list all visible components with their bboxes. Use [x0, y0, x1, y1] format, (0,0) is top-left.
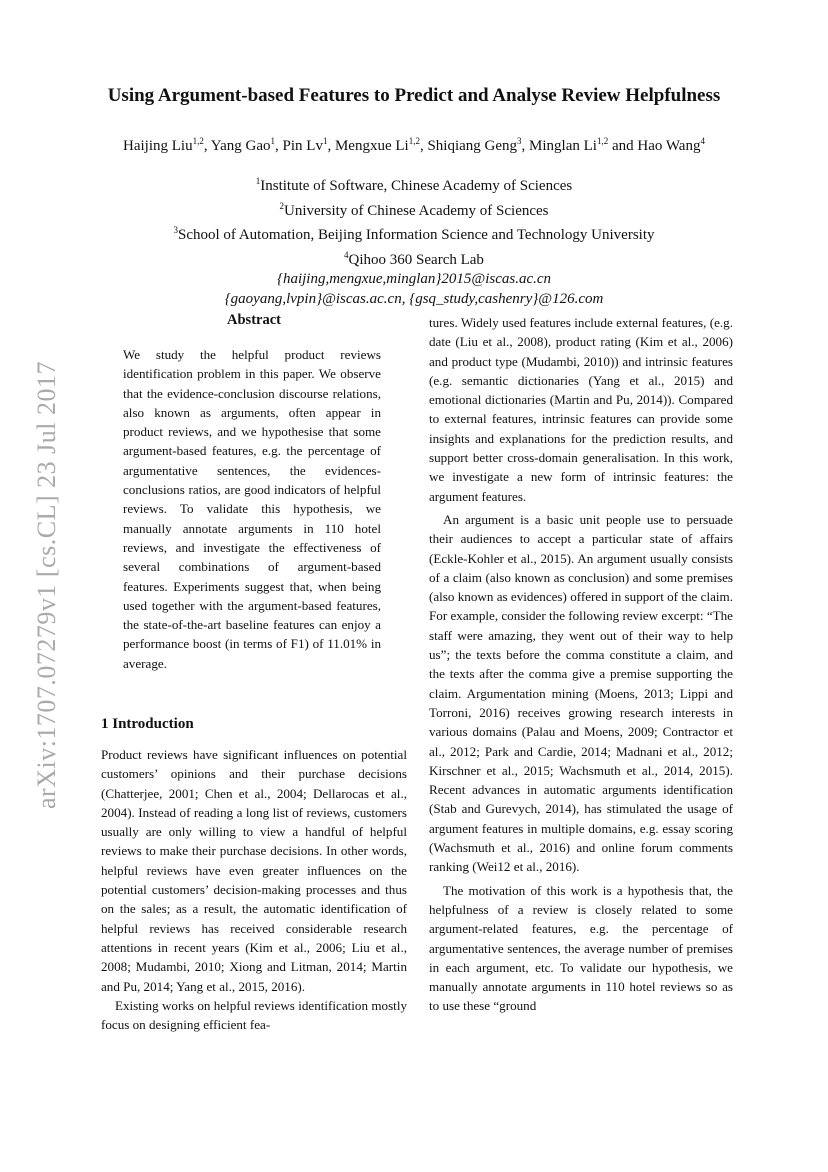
right-column-body — [429, 313, 733, 1016]
affiliation-line: $^2$University of Chinese Academy of Sciences — [279, 200, 549, 219]
email-line-2: {gaoyang,lvpin}@iscas.ac.cn, {gsq_study,cashenry}@126.com — [224, 290, 604, 307]
author-name: Minglan Li$^{1,2}$ — [529, 136, 609, 154]
author-name: Yang Gao$^1$ — [210, 136, 276, 154]
section-heading-introduction: 1 Introduction — [101, 716, 194, 732]
author-name: Hao Wang$^4$ — [637, 136, 705, 154]
arxiv-identifier: arXiv:1707.07279v1 [cs.CL] 23 Jul 2017 — [32, 361, 61, 809]
right-paragraph-1: tures. Widely used features include external features, (e.g. date (Liu et al., 2008), product rating (Kim et al., 2006) and product type (Mudambi, 2010)) and intrinsic features (e.g. semantic dictionaries (Yang et al., 2015) and emotional dictionaries (Martin and Pu, 2014)). Compared to external features, intrinsic features can provide some insights and explanations for the prediction results, and support better cross-domain generalisation. In this work, we investigate a new form of intrinsic features: the argument features. — [429, 315, 733, 504]
paper-title: Using Argument-based Features to Predict and Analyse Review Helpfulness — [107, 85, 721, 106]
author-name: Pin Lv$^1$ — [282, 136, 328, 154]
affiliation-line: $^4$Qihoo 360 Search Lab — [344, 249, 484, 268]
abstract-body — [123, 345, 381, 673]
intro-paragraph-2: Existing works on helpful reviews identification mostly focus on designing efficient fea- — [101, 997, 407, 1033]
abstract-heading: Abstract — [227, 312, 281, 328]
affiliation-line: $^3$School of Automation, Beijing Information Science and Technology University — [173, 225, 655, 243]
affiliations — [80, 172, 748, 309]
right-paragraph-3: The motivation of this work is a hypothesis that, the helpfulness of a review is closely related to some argument-related features, e.g. the percentage of argumentative sentences, the average number of premises in each argument, etc. To validate our hypothesis, we manually annotate arguments in 110 hotel reviews so as to use these “ground — [429, 882, 733, 1014]
left-column-body — [101, 745, 407, 1034]
intro-paragraph-1: Product reviews have significant influences on potential customers’ opinions and their purchase decisions (Chatterjee, 2001; Chen et al., 2004; Dellarocas et al., 2004). Instead of reading a long list of reviews, customers usually are only willing to view a handful of helpful reviews to make their purchase decisions. In other words, helpful reviews have even greater influences on the potential customers’ decision-making processes and thus on the sales; as a result, the automatic identification of helpful reviews has received considerable research attentions in recent years (Kim et al., 2006; Liu et al., 2008; Mudambi, 2010; Xiong and Litman, 2014; Martin and Pu, 2014; Yang et al., 2015, 2016). — [101, 747, 407, 994]
author-name: Mengxue Li$^{1,2}$ — [334, 136, 420, 154]
email-line-1: {haijing,mengxue,minglan}2015@iscas.ac.cn — [276, 271, 552, 287]
right-paragraph-2: An argument is a basic unit people use to persuade their audiences to accept a particular state of affairs (Eckle-Kohler et al., 2015). An argument usually consists of a claim (also known as conclusion) and some premises (also known as evidences) offered in support of the claim. For example, consider the following review excerpt: “The staff were amazing, they went out of their way to help us”; the texts before the comma constitute a claim, and the texts after the comma give a premise supporting the claim. Argumentation mining (Moens, 2013; Lippi and Torroni, 2016) receives growing research interests in various domains (Palau and Moens, 2009; Contractor et al., 2012; Park and Cardie, 2014; Madnani et al., 2012; Kirschner et al., 2015; Wachsmuth et al., 2014, 2015). Recent advances in automatic arguments identification (Stab and Gurevych, 2014), has stimulated the usage of argument features in multiple domains, e.g. essay scoring (Wachsmuth et al., 2016) and online forum comments ranking (Wei12 et al., 2016). — [429, 511, 733, 875]
author-list: Haijing Liu$^{1,2}$, Yang Gao$^1$, Pin Lv$^1$, Mengxue Li$^{1,2}$, Shiqiang Geng$^3$, Minglan Li$^{1,2}$ and Hao Wang$^4$ — [123, 136, 705, 154]
author-name: Shiqiang Geng$^3$ — [427, 136, 522, 154]
abstract-text: We study the helpful product reviews identification problem in this paper. We observe that the evidence-conclusion discourse relations, also known as arguments, often appear in product reviews, and we hypothesise that some argument-based features, e.g. the percentage of argumentative sentences, the evidences-conclusions ratios, are good indicators of helpful reviews. To validate this hypothesis, we manually annotate arguments in 110 hotel reviews, and investigate the effectiveness of several combinations of argument-based features. Experiments suggest that, when being used together with the argument-based features, the state-of-the-art baseline features can enjoy a performance boost (in terms of F1) of 11.01% in average. — [123, 347, 381, 671]
affiliation-line: $^1$Institute of Software, Chinese Academy of Sciences — [255, 176, 573, 194]
author-name: Haijing Liu$^{1,2}$ — [123, 136, 204, 154]
arxiv-stamp — [12, 340, 61, 830]
